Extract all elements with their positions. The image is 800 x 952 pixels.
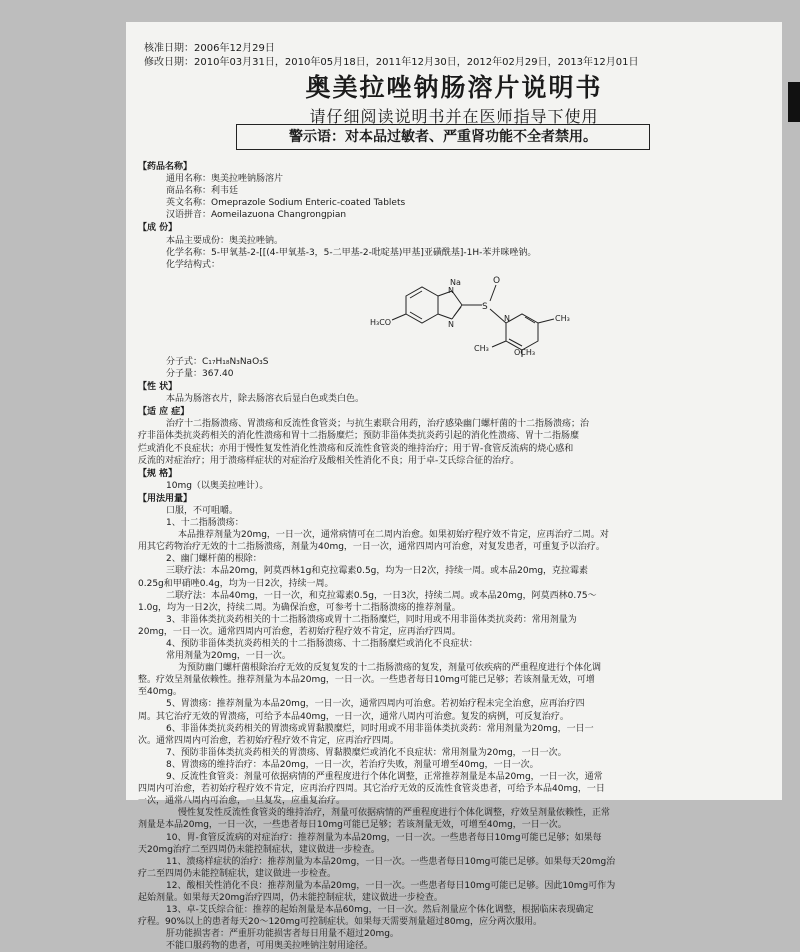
usage-text — [138, 505, 772, 952]
indications-line: 反流的对症治疗；用于溃疡样症状的对症治疗及酸相关性消化不良；用于卓-艾氏综合征的治疗。 — [138, 455, 520, 466]
usage-line: 2、幽门螺杆菌的根除： — [166, 554, 262, 565]
usage-line: 一次，通常八周内可治愈，一旦复发，应重复治疗。 — [138, 796, 346, 807]
section-heading-spec: 【规 格】 — [138, 468, 178, 479]
section-heading-appearance: 【性 状】 — [138, 382, 178, 393]
usage-line: 用其它药物治疗无效的十二指肠溃疡，剂量为40mg，一日一次，通常四周内可治愈，对复发患者，可重复予以治疗。 — [138, 542, 605, 553]
usage-line: 疗程。90%以上的患者每天20～120mg可控制症状。如果每天需要剂量超过80mg，应分两次服用。 — [138, 917, 543, 928]
atom-och3: OCH₃ — [514, 347, 536, 357]
usage-line: 疗二至四周仍未能控制症状，建议做进一步检查。 — [138, 868, 337, 879]
indications-text — [138, 418, 772, 466]
atom-ch3-right: CH₃ — [555, 313, 570, 323]
usage-line: 0.25g和甲硝唑0.4g，均为一日2次，持续一周。 — [138, 578, 334, 589]
generic-name: 通用名称：奥美拉唑钠肠溶片 — [166, 174, 284, 185]
atom-o: O — [493, 275, 501, 286]
indications-line: 烂或消化不良症状；亦用于慢性复发性消化性溃疡和反流性食管炎的维持治疗；用于胃-食管反流病的烧心感和 — [138, 443, 574, 454]
warning-box: 警示语：对本品过敏者、严重肾功能不全者禁用。 — [236, 124, 650, 150]
usage-line: 四周内可治愈，若初始疗程疗效不肯定，应再治疗四周。其它治疗无效的反流性食管炎患者，可给予本品40mg，一日 — [138, 784, 605, 795]
leaflet-body — [138, 160, 772, 952]
section-heading-usage: 【用法用量】 — [138, 493, 193, 504]
english-name: 英文名称：Omeprazole Sodium Enteric-coated Tablets — [166, 198, 406, 209]
usage-line: 13、卓-艾氏综合征：推荐的起始剂量是本品60mg，一日一次。然后剂量应个体化调整，根据临床表现确定 — [166, 905, 594, 916]
usage-line: 本品推荐剂量为20mg，一日一次，通常病情可在二周内治愈。如果初始疗程疗效不肯定，应再治疗二周。对 — [178, 530, 609, 541]
section-heading-drug-name: 【药品名称】 — [138, 162, 193, 172]
structure-diagram — [370, 271, 678, 357]
usage-line: 口服，不可咀嚼。 — [166, 505, 239, 516]
atom-n1: N — [448, 285, 454, 295]
usage-line: 11、溃疡样症状的治疗：推荐剂量为本品20mg，一日一次。一些患者每日10mg可能已足够。如果每天20mg治 — [166, 856, 616, 867]
document-subtitle: 请仔细阅读说明书并在医师指导下使用 — [309, 107, 599, 126]
chemical-structure — [138, 271, 772, 356]
usage-line: 1、十二指肠溃疡： — [166, 518, 244, 529]
usage-line: 起始剂量。如果每天20mg治疗四周，仍未能控制症状，建议做进一步检查。 — [138, 892, 443, 903]
atom-s: S — [482, 301, 488, 312]
leaflet-page — [126, 22, 782, 952]
usage-line: 三联疗法：本品20mg，阿莫西林1g和克拉霉素0.5g，均为一日2次，持续一周。或本品20mg，克拉霉素 — [166, 566, 589, 577]
usage-line: 20mg，一日一次。通常四周内可治愈，若初始疗程疗效不肯定，应再治疗四周。 — [138, 626, 461, 637]
usage-line: 天20mg治疗二至四周仍未能控制症状，建议做进一步检查。 — [138, 844, 380, 855]
usage-line: 常用剂量为20mg，一日一次。 — [166, 651, 291, 662]
document-title: 奥美拉唑钠肠溶片说明书 — [305, 73, 603, 102]
chemical-name: 化学名称：5-甲氧基-2-[[(4-甲氧基-3，5-二甲基-2-吡啶基)甲基]亚磺酰基]-1H-苯并咪唑钠。 — [166, 247, 537, 258]
usage-line: 慢性复发性反流性食管炎的维持治疗，剂量可依据病情的严重程度进行个体化调整，疗效呈剂量依赖性，正常 — [178, 808, 611, 819]
atom-n3: N — [504, 313, 510, 323]
usage-line: 整。疗效呈剂量依赖性。推荐剂量为本品20mg，一日一次。一些患者每日10mg可能已足够；若该剂量无效，可增 — [138, 675, 595, 686]
usage-line: 12、酸相关性消化不良：推荐剂量为本品20mg，一日一次。一些患者每日10mg可能已足够。因此10mg可作为 — [166, 880, 616, 891]
usage-line: 为预防幽门螺杆菌根除治疗无效的反复复发的十二指肠溃疡的复发，剂量可依疾病的严重程度进行个体化调 — [178, 663, 602, 674]
usage-line: 次。通常四周内可治愈，若初始疗程疗效不肯定，应再治疗四周。 — [138, 735, 400, 746]
main-ingredient: 本品主要成份：奥美拉唑钠。 — [166, 235, 284, 246]
usage-line: 二联疗法：本品40mg，一日一次，和克拉霉素0.5g，一日3次，持续二周。或本品20mg，阿莫西林0.75～ — [166, 590, 597, 601]
pinyin-name: 汉语拼音：Aomeilazuona Changrongpian — [166, 210, 347, 221]
usage-line: 6、非甾体类抗炎药相关的胃溃疡或胃黏膜糜烂，同时用或不用非甾体类抗炎药：常用剂量为20mg，一日一 — [166, 723, 594, 734]
revision-date: 修改日期：2010年03月31日，2010年05月18日，2011年12月30日，2012年02月29日，2013年12月01日 — [144, 57, 639, 68]
section-heading-indications: 【适 应 症】 — [138, 407, 190, 418]
atom-ch3-left: CH₃ — [474, 343, 489, 353]
usage-line: 3、非甾体类抗炎药相关的十二指肠溃疡或胃十二指肠糜烂，同时用或不用非甾体类抗炎药：常用剂量为 — [166, 614, 577, 625]
spec-text: 10mg（以奥美拉唑计）。 — [166, 480, 269, 491]
usage-line: 肝功能损害者：严重肝功能损害者每日用量不超过20mg。 — [166, 929, 399, 940]
usage-line: 剂量是本品20mg，一日一次，一些患者每日10mg可能已足够；若该剂量无效，可增至40mg，一日一次。 — [138, 820, 567, 831]
structure-label: 化学结构式： — [166, 259, 221, 270]
usage-line: 不能口服药物的患者，可用奥美拉唑钠注射用途径。 — [166, 941, 374, 952]
molecular-formula: 分子式：C₁₇H₁₈N₃NaO₃S — [166, 356, 269, 367]
section-heading-ingredients: 【成 份】 — [138, 223, 178, 234]
atom-n2: N — [448, 319, 454, 329]
usage-line: 至40mg。 — [138, 687, 182, 698]
usage-line: 9、反流性食管炎：剂量可依据病情的严重程度进行个体化调整，正常推荐剂量是本品20mg，一日一次，通常 — [166, 772, 603, 783]
atom-h3co: H₃CO — [370, 317, 392, 327]
atom-na: Na — [450, 277, 461, 287]
usage-line: 周。其它治疗无效的胃溃疡，可给予本品40mg，一日一次，通常八周内可治愈。复发的病例，可反复治疗。 — [138, 711, 569, 722]
usage-line: 7、预防非甾体类抗炎药相关的胃溃疡、胃黏膜糜烂或消化不良症状：常用剂量为20mg，一日一次。 — [166, 747, 567, 758]
usage-line: 8、胃溃疡的维持治疗：本品20mg，一日一次，若治疗失败，剂量可增至40mg，一日一次。 — [166, 759, 539, 770]
indications-line: 治疗十二指肠溃疡、胃溃疡和反流性食管炎；与抗生素联合用药，治疗感染幽门螺杆菌的十二指肠溃疡；治 — [166, 419, 590, 430]
usage-line: 4、预防非甾体类抗炎药相关的十二指肠溃疡、十二指肠糜烂或消化不良症状： — [166, 639, 478, 649]
appearance-text: 本品为肠溶衣片，除去肠溶衣后显白色或类白色。 — [166, 394, 365, 405]
usage-line: 10、胃-食管反流病的对症治疗：推荐剂量为本品20mg，一日一次。一些患者每日10mg可能已足够；如果每 — [166, 832, 602, 843]
usage-line: 1.0g，均为一日2次，持续二周。为确保治愈，可参考十二指肠溃疡的推荐剂量。 — [138, 602, 461, 613]
indications-line: 疗非甾体类抗炎药相关的消化性溃疡和胃十二指肠糜烂；预防非甾体类抗炎药引起的消化性溃疡、胃十二指肠糜 — [138, 431, 580, 442]
molecular-weight: 分子量：367.40 — [166, 368, 234, 379]
trade-name: 商品名称：利韦廷 — [166, 186, 239, 197]
page-edge-tab — [788, 82, 800, 122]
usage-line: 5、胃溃疡：推荐剂量为本品20mg，一日一次，通常四周内可治愈。若初始疗程未完全治愈，应再治疗四 — [166, 699, 585, 710]
date-block — [144, 42, 639, 70]
approval-date: 核准日期：2006年12月29日 — [144, 43, 275, 54]
